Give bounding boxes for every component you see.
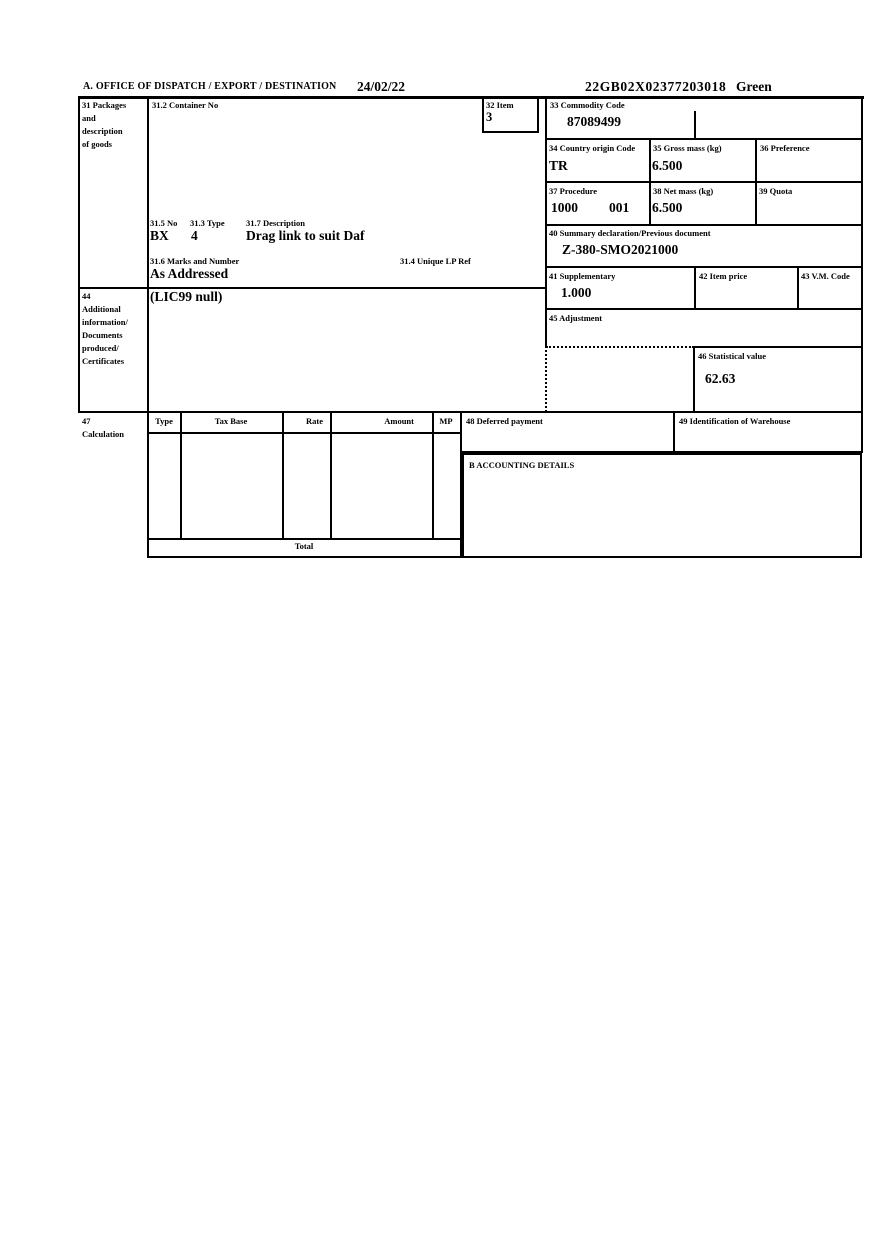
- box37-value-main: 1000: [551, 200, 578, 215]
- box46-value: 62.63: [705, 371, 736, 386]
- divider-33-bottom: [545, 138, 862, 140]
- box34-value: TR: [549, 158, 568, 173]
- divider-33-tick: [694, 111, 696, 140]
- box32-value: 3: [486, 110, 493, 124]
- divider-46-left: [693, 346, 695, 412]
- box42-label: 42 Item price: [699, 271, 748, 281]
- box47-total-label: Total: [294, 541, 314, 551]
- box32-label: 32 Item: [486, 100, 514, 110]
- route-indicator: Green: [736, 79, 772, 94]
- box31-type-label: 31.3 Type: [190, 218, 225, 228]
- divider-35-38-left: [649, 138, 651, 226]
- accounting-details-label: B ACCOUNTING DETAILS: [469, 460, 575, 470]
- box38-value: 6.500: [652, 200, 683, 215]
- divider-49-left: [673, 411, 675, 453]
- box35-label: 35 Gross mass (kg): [653, 143, 722, 153]
- form-top-border: [78, 96, 864, 99]
- box31-description-label: 31.7 Description: [246, 218, 306, 228]
- form-right-border: [861, 96, 863, 453]
- form-left-border: [78, 96, 80, 413]
- divider-32-left: [482, 96, 484, 133]
- box44-label: 44 Additional information/ Documents produced/ Certificates: [82, 291, 128, 366]
- divider-43-left: [797, 266, 799, 310]
- divider-col-rate-right: [330, 411, 332, 540]
- box47-label: 47 Calculation: [82, 416, 125, 439]
- divider-36-39-left: [755, 138, 757, 226]
- box31-lp-ref-label: 31.4 Unique LP Ref: [400, 256, 471, 266]
- box37-label: 37 Procedure: [549, 186, 598, 196]
- box33-value: 87089499: [567, 114, 621, 129]
- box31-description-value: Drag link to suit Daf: [246, 228, 365, 243]
- divider-col-taxbase-right: [282, 411, 284, 540]
- divider-37-row-bottom: [545, 224, 862, 226]
- accounting-details-box: [462, 453, 862, 558]
- box44-value: (LIC99 null): [150, 289, 223, 304]
- divider-mid: [78, 411, 862, 413]
- box46-label: 46 Statistical value: [698, 351, 766, 361]
- divider-col-type-right: [180, 411, 182, 540]
- divider-label-column: [147, 96, 149, 558]
- divider-32-right: [537, 96, 539, 133]
- box31-no-value: BX: [150, 228, 169, 243]
- divider-41-row-bottom: [545, 308, 862, 310]
- divider-47-cells-bottom: [148, 538, 462, 540]
- dotted-divider-top: [546, 346, 694, 348]
- box36-label: 36 Preference: [760, 143, 810, 153]
- box47-col-rate: Rate: [306, 416, 323, 426]
- box31-marks-value: As Addressed: [150, 266, 229, 281]
- divider-col-amount-right: [432, 411, 434, 540]
- box38-label: 38 Net mass (kg): [653, 186, 714, 196]
- divider-46-top: [694, 346, 862, 348]
- divider-32-bottom: [482, 131, 539, 133]
- dotted-divider-left: [545, 346, 547, 412]
- box33-label: 33 Commodity Code: [550, 100, 625, 110]
- box47-col-mp: MP: [439, 416, 453, 426]
- divider-47-header-bottom: [148, 432, 462, 434]
- divider-total-bottom: [148, 556, 462, 558]
- box31-type-value: 4: [191, 228, 198, 243]
- divider-42-left: [694, 266, 696, 310]
- box34-label: 34 Country origin Code: [549, 143, 636, 153]
- box39-label: 39 Quota: [759, 186, 793, 196]
- box49-label: 49 Identification of Warehouse: [679, 416, 791, 426]
- box35-value: 6.500: [652, 158, 683, 173]
- box41-value: 1.000: [561, 285, 592, 300]
- office-of-dispatch-title: A. OFFICE OF DISPATCH / EXPORT / DESTINATION: [83, 81, 337, 92]
- box40-label: 40 Summary declaration/Previous document: [549, 228, 711, 238]
- box47-col-taxbase: Tax Base: [214, 416, 248, 426]
- box31-marks-label: 31.6 Marks and Number: [150, 256, 240, 266]
- box31-no-label: 31.5 No: [150, 218, 178, 228]
- box41-label: 41 Supplementary: [549, 271, 616, 281]
- declaration-date: 24/02/22: [357, 79, 406, 94]
- divider-center-column: [545, 96, 547, 348]
- box31-container-no-label: 31.2 Container No: [152, 100, 219, 110]
- box37-value-extra: 001: [609, 200, 630, 215]
- divider-40-bottom: [545, 266, 862, 268]
- box45-label: 45 Adjustment: [549, 313, 603, 323]
- box48-label: 48 Deferred payment: [466, 416, 543, 426]
- box31-label: 31 Packages and description of goods: [82, 100, 127, 149]
- box47-col-amount: Amount: [384, 416, 414, 426]
- box40-value: Z-380-SMO2021000: [562, 242, 679, 257]
- box47-col-type: Type: [155, 416, 173, 426]
- entry-number: 22GB02X02377203018: [585, 79, 727, 94]
- box43-label: 43 V.M. Code: [801, 271, 850, 281]
- divider-34-row-bottom: [545, 181, 862, 183]
